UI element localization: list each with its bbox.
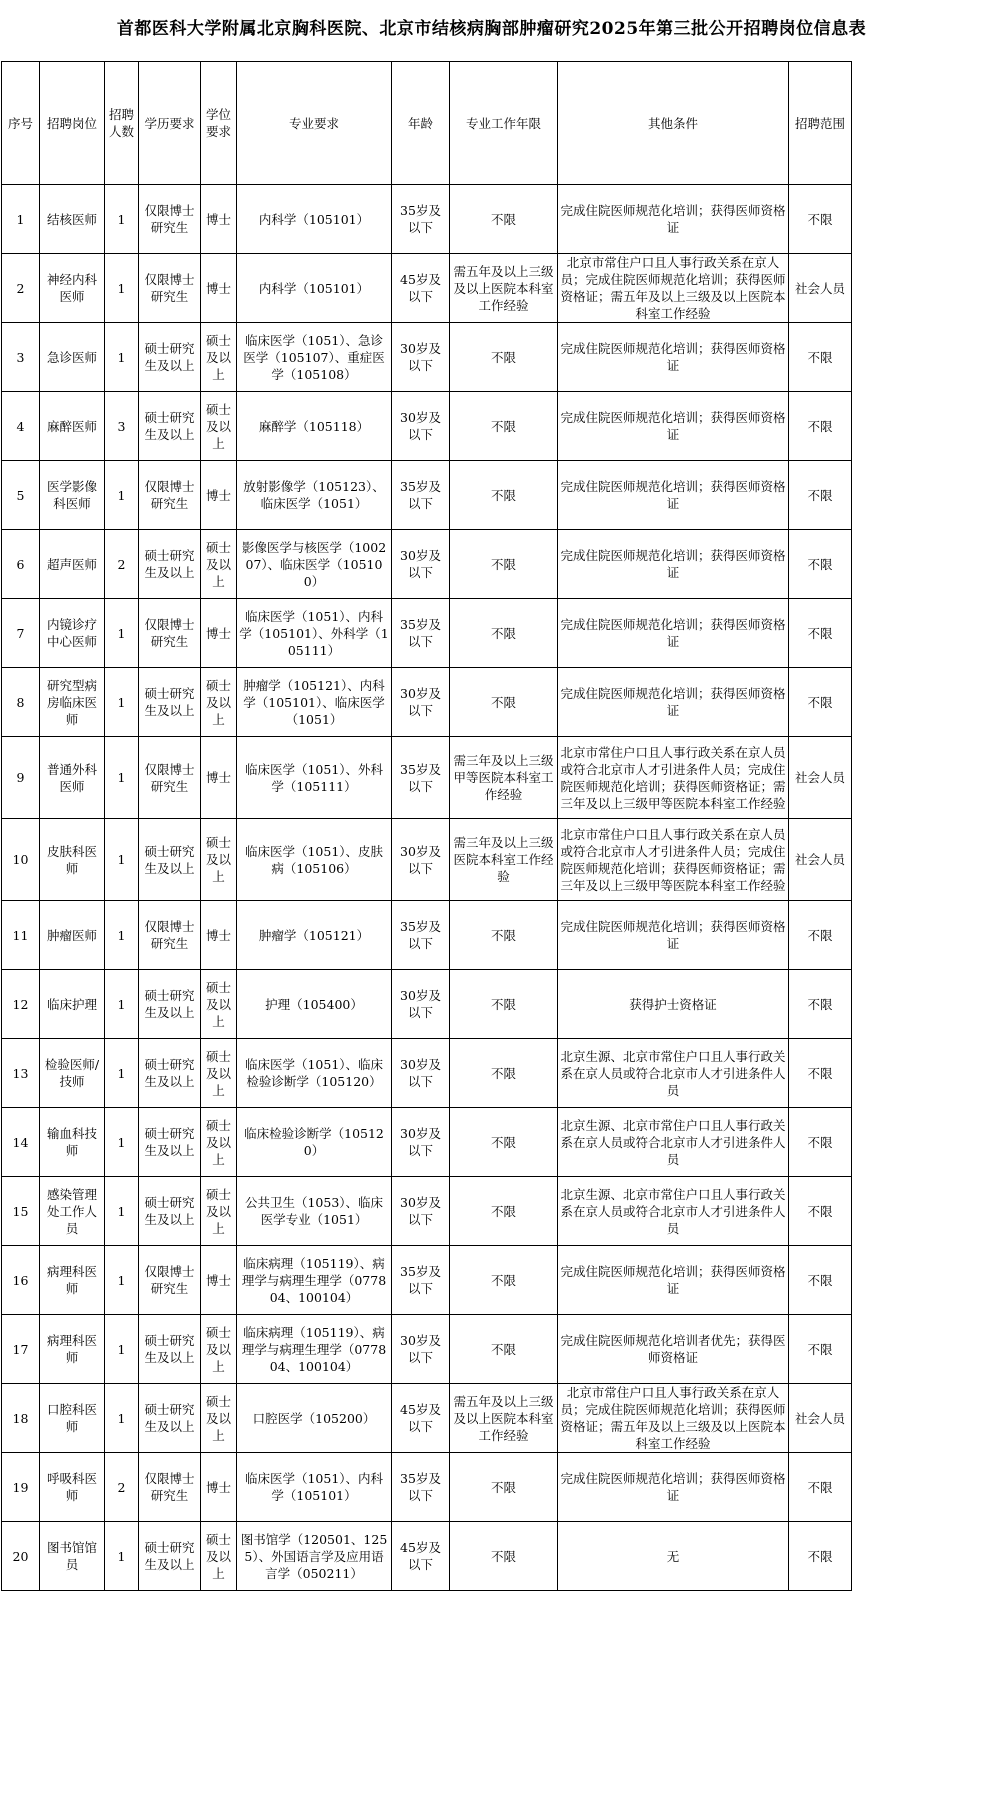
cell-index: 10 xyxy=(2,819,40,901)
table-row xyxy=(2,1315,852,1384)
cell-degree: 硕士及以上 xyxy=(201,1177,237,1246)
cell-experience: 不限 xyxy=(450,1177,558,1246)
cell-education: 硕士研究生及以上 xyxy=(139,668,201,737)
cell-index: 3 xyxy=(2,323,40,392)
cell-position: 口腔科医师 xyxy=(40,1384,105,1453)
cell-experience: 需三年及以上三级医院本科室工作经验 xyxy=(450,819,558,901)
cell-other-conditions: 北京市常住户口且人事行政关系在京人员或符合北京市人才引进条件人员；完成住院医师规范化培训；获得医师资格证；需三年及以上三级甲等医院本科室工作经验 xyxy=(558,819,789,901)
cell-education: 硕士研究生及以上 xyxy=(139,530,201,599)
cell-major: 麻醉学（105118） xyxy=(237,392,392,461)
table-row xyxy=(2,530,852,599)
table-row xyxy=(2,737,852,819)
cell-headcount: 1 xyxy=(105,668,139,737)
cell-degree: 博士 xyxy=(201,599,237,668)
cell-age: 35岁及以下 xyxy=(392,1453,450,1522)
cell-scope: 不限 xyxy=(789,1108,852,1177)
cell-degree: 博士 xyxy=(201,901,237,970)
cell-degree: 硕士及以上 xyxy=(201,530,237,599)
cell-headcount: 1 xyxy=(105,1039,139,1108)
cell-position: 呼吸科医师 xyxy=(40,1453,105,1522)
cell-education: 硕士研究生及以上 xyxy=(139,819,201,901)
cell-major: 临床病理（105119）、病理学与病理生理学（077804、100104） xyxy=(237,1315,392,1384)
cell-major: 临床医学（1051）、内科学（105101）、外科学（105111） xyxy=(237,599,392,668)
cell-age: 35岁及以下 xyxy=(392,901,450,970)
cell-other-conditions: 北京生源、北京市常住户口且人事行政关系在京人员或符合北京市人才引进条件人员 xyxy=(558,1108,789,1177)
cell-age: 30岁及以下 xyxy=(392,1177,450,1246)
cell-major: 临床医学（1051）、内科学（105101） xyxy=(237,1453,392,1522)
cell-other-conditions: 完成住院医师规范化培训者优先；获得医师资格证 xyxy=(558,1315,789,1384)
table-row xyxy=(2,392,852,461)
cell-major: 公共卫生（1053）、临床医学专业（1051） xyxy=(237,1177,392,1246)
header-headcount: 招聘人数 xyxy=(105,62,139,185)
cell-other-conditions: 完成住院医师规范化培训；获得医师资格证 xyxy=(558,323,789,392)
cell-index: 2 xyxy=(2,254,40,323)
cell-index: 8 xyxy=(2,668,40,737)
cell-index: 14 xyxy=(2,1108,40,1177)
recruitment-table xyxy=(1,61,852,1591)
cell-other-conditions: 完成住院医师规范化培训；获得医师资格证 xyxy=(558,392,789,461)
cell-index: 1 xyxy=(2,185,40,254)
cell-age: 30岁及以下 xyxy=(392,1315,450,1384)
cell-other-conditions: 完成住院医师规范化培训；获得医师资格证 xyxy=(558,530,789,599)
cell-education: 仅限博士研究生 xyxy=(139,1453,201,1522)
cell-age: 30岁及以下 xyxy=(392,1108,450,1177)
cell-other-conditions: 北京生源、北京市常住户口且人事行政关系在京人员或符合北京市人才引进条件人员 xyxy=(558,1039,789,1108)
table-row xyxy=(2,1522,852,1591)
cell-degree: 硕士及以上 xyxy=(201,1315,237,1384)
cell-experience: 不限 xyxy=(450,1039,558,1108)
cell-other-conditions: 完成住院医师规范化培训；获得医师资格证 xyxy=(558,461,789,530)
cell-other-conditions: 北京市常住户口且人事行政关系在京人员或符合北京市人才引进条件人员；完成住院医师规范化培训；获得医师资格证；需三年及以上三级甲等医院本科室工作经验 xyxy=(558,737,789,819)
cell-position: 超声医师 xyxy=(40,530,105,599)
cell-position: 结核医师 xyxy=(40,185,105,254)
cell-scope: 不限 xyxy=(789,323,852,392)
cell-index: 11 xyxy=(2,901,40,970)
cell-headcount: 1 xyxy=(105,323,139,392)
cell-age: 30岁及以下 xyxy=(392,819,450,901)
cell-headcount: 1 xyxy=(105,1315,139,1384)
cell-position: 普通外科医师 xyxy=(40,737,105,819)
cell-scope: 不限 xyxy=(789,530,852,599)
cell-education: 硕士研究生及以上 xyxy=(139,970,201,1039)
cell-education: 仅限博士研究生 xyxy=(139,185,201,254)
header-index: 序号 xyxy=(2,62,40,185)
cell-position: 输血科技师 xyxy=(40,1108,105,1177)
cell-experience: 需五年及以上三级及以上医院本科室工作经验 xyxy=(450,254,558,323)
cell-experience: 不限 xyxy=(450,185,558,254)
cell-position: 临床护理 xyxy=(40,970,105,1039)
cell-experience: 不限 xyxy=(450,530,558,599)
cell-scope: 不限 xyxy=(789,1177,852,1246)
cell-index: 7 xyxy=(2,599,40,668)
cell-other-conditions: 北京生源、北京市常住户口且人事行政关系在京人员或符合北京市人才引进条件人员 xyxy=(558,1177,789,1246)
cell-education: 仅限博士研究生 xyxy=(139,599,201,668)
table-row xyxy=(2,901,852,970)
cell-index: 9 xyxy=(2,737,40,819)
cell-major: 影像医学与核医学（100207）、临床医学（105100） xyxy=(237,530,392,599)
cell-scope: 不限 xyxy=(789,599,852,668)
table-row xyxy=(2,1177,852,1246)
cell-position: 检验医师/技师 xyxy=(40,1039,105,1108)
cell-degree: 博士 xyxy=(201,1246,237,1315)
table-body xyxy=(2,185,852,1591)
header-experience: 专业工作年限 xyxy=(450,62,558,185)
cell-degree: 博士 xyxy=(201,254,237,323)
page-title: 首都医科大学附属北京胸科医院、北京市结核病胸部肿瘤研究2025年第三批公开招聘岗位信息表 xyxy=(116,19,867,39)
cell-experience: 不限 xyxy=(450,323,558,392)
cell-experience: 不限 xyxy=(450,668,558,737)
cell-position: 医学影像科医师 xyxy=(40,461,105,530)
cell-education: 硕士研究生及以上 xyxy=(139,1384,201,1453)
cell-major: 护理（105400） xyxy=(237,970,392,1039)
cell-education: 硕士研究生及以上 xyxy=(139,1177,201,1246)
cell-experience: 需三年及以上三级甲等医院本科室工作经验 xyxy=(450,737,558,819)
cell-degree: 硕士及以上 xyxy=(201,392,237,461)
cell-degree: 博士 xyxy=(201,1453,237,1522)
cell-education: 硕士研究生及以上 xyxy=(139,392,201,461)
cell-age: 45岁及以下 xyxy=(392,1384,450,1453)
cell-major: 内科学（105101） xyxy=(237,185,392,254)
cell-scope: 不限 xyxy=(789,392,852,461)
cell-scope: 不限 xyxy=(789,1453,852,1522)
table-row xyxy=(2,185,852,254)
cell-position: 肿瘤医师 xyxy=(40,901,105,970)
cell-scope: 社会人员 xyxy=(789,254,852,323)
cell-index: 4 xyxy=(2,392,40,461)
cell-index: 12 xyxy=(2,970,40,1039)
cell-position: 神经内科医师 xyxy=(40,254,105,323)
cell-education: 硕士研究生及以上 xyxy=(139,1522,201,1591)
cell-other-conditions: 获得护士资格证 xyxy=(558,970,789,1039)
cell-major: 肿瘤学（105121）、内科学（105101）、临床医学（1051） xyxy=(237,668,392,737)
cell-experience: 不限 xyxy=(450,599,558,668)
cell-degree: 硕士及以上 xyxy=(201,970,237,1039)
cell-degree: 硕士及以上 xyxy=(201,1522,237,1591)
table-row xyxy=(2,599,852,668)
cell-education: 硕士研究生及以上 xyxy=(139,323,201,392)
table-row xyxy=(2,1246,852,1315)
cell-degree: 硕士及以上 xyxy=(201,1039,237,1108)
cell-experience: 不限 xyxy=(450,970,558,1039)
cell-major: 临床检验诊断学（105120） xyxy=(237,1108,392,1177)
cell-age: 30岁及以下 xyxy=(392,392,450,461)
table-row xyxy=(2,254,852,323)
cell-scope: 不限 xyxy=(789,461,852,530)
cell-index: 6 xyxy=(2,530,40,599)
cell-major: 内科学（105101） xyxy=(237,254,392,323)
cell-education: 硕士研究生及以上 xyxy=(139,1315,201,1384)
cell-index: 18 xyxy=(2,1384,40,1453)
cell-headcount: 1 xyxy=(105,599,139,668)
cell-age: 35岁及以下 xyxy=(392,599,450,668)
header-age: 年龄 xyxy=(392,62,450,185)
cell-headcount: 1 xyxy=(105,461,139,530)
cell-scope: 不限 xyxy=(789,970,852,1039)
cell-education: 仅限博士研究生 xyxy=(139,901,201,970)
cell-position: 图书馆馆员 xyxy=(40,1522,105,1591)
cell-experience: 不限 xyxy=(450,461,558,530)
cell-headcount: 1 xyxy=(105,1108,139,1177)
table-row xyxy=(2,323,852,392)
cell-education: 仅限博士研究生 xyxy=(139,461,201,530)
cell-scope: 不限 xyxy=(789,1039,852,1108)
cell-index: 19 xyxy=(2,1453,40,1522)
cell-headcount: 1 xyxy=(105,1177,139,1246)
cell-major: 临床病理（105119）、病理学与病理生理学（077804、100104） xyxy=(237,1246,392,1315)
cell-index: 13 xyxy=(2,1039,40,1108)
cell-experience: 不限 xyxy=(450,1246,558,1315)
cell-degree: 博士 xyxy=(201,461,237,530)
cell-degree: 硕士及以上 xyxy=(201,668,237,737)
header-scope: 招聘范围 xyxy=(789,62,852,185)
cell-scope: 不限 xyxy=(789,1246,852,1315)
cell-major: 图书馆学（120501、1255）、外国语言学及应用语言学（050211） xyxy=(237,1522,392,1591)
cell-other-conditions: 北京市常住户口且人事行政关系在京人员；完成住院医师规范化培训；获得医师资格证；需五年及以上三级及以上医院本科室工作经验 xyxy=(558,1384,789,1453)
cell-degree: 博士 xyxy=(201,737,237,819)
cell-headcount: 1 xyxy=(105,185,139,254)
cell-other-conditions: 北京市常住户口且人事行政关系在京人员；完成住院医师规范化培训；获得医师资格证；需五年及以上三级及以上医院本科室工作经验 xyxy=(558,254,789,323)
cell-position: 皮肤科医师 xyxy=(40,819,105,901)
cell-position: 内镜诊疗中心医师 xyxy=(40,599,105,668)
table-row xyxy=(2,1039,852,1108)
cell-experience: 需五年及以上三级及以上医院本科室工作经验 xyxy=(450,1384,558,1453)
cell-index: 15 xyxy=(2,1177,40,1246)
cell-degree: 博士 xyxy=(201,185,237,254)
cell-other-conditions: 完成住院医师规范化培训；获得医师资格证 xyxy=(558,668,789,737)
cell-position: 病理科医师 xyxy=(40,1246,105,1315)
cell-headcount: 2 xyxy=(105,1453,139,1522)
cell-other-conditions: 完成住院医师规范化培训；获得医师资格证 xyxy=(558,185,789,254)
cell-headcount: 1 xyxy=(105,1522,139,1591)
cell-other-conditions: 完成住院医师规范化培训；获得医师资格证 xyxy=(558,901,789,970)
cell-headcount: 3 xyxy=(105,392,139,461)
cell-major: 放射影像学（105123）、临床医学（1051） xyxy=(237,461,392,530)
cell-headcount: 1 xyxy=(105,901,139,970)
table-row xyxy=(2,1108,852,1177)
cell-headcount: 1 xyxy=(105,970,139,1039)
header-major: 专业要求 xyxy=(237,62,392,185)
cell-other-conditions: 无 xyxy=(558,1522,789,1591)
cell-age: 30岁及以下 xyxy=(392,530,450,599)
cell-scope: 社会人员 xyxy=(789,737,852,819)
cell-experience: 不限 xyxy=(450,392,558,461)
cell-headcount: 1 xyxy=(105,254,139,323)
cell-scope: 不限 xyxy=(789,668,852,737)
table-row xyxy=(2,819,852,901)
cell-headcount: 1 xyxy=(105,1246,139,1315)
table-row xyxy=(2,970,852,1039)
cell-age: 45岁及以下 xyxy=(392,254,450,323)
cell-headcount: 2 xyxy=(105,530,139,599)
cell-degree: 硕士及以上 xyxy=(201,1384,237,1453)
cell-major: 临床医学（1051）、外科学（105111） xyxy=(237,737,392,819)
header-degree: 学位要求 xyxy=(201,62,237,185)
cell-scope: 不限 xyxy=(789,901,852,970)
cell-scope: 社会人员 xyxy=(789,1384,852,1453)
cell-degree: 硕士及以上 xyxy=(201,1108,237,1177)
cell-headcount: 1 xyxy=(105,737,139,819)
cell-education: 仅限博士研究生 xyxy=(139,737,201,819)
cell-other-conditions: 完成住院医师规范化培训；获得医师资格证 xyxy=(558,599,789,668)
cell-major: 口腔医学（105200） xyxy=(237,1384,392,1453)
cell-age: 30岁及以下 xyxy=(392,970,450,1039)
cell-position: 病理科医师 xyxy=(40,1315,105,1384)
table-row xyxy=(2,461,852,530)
header-position: 招聘岗位 xyxy=(40,62,105,185)
cell-age: 30岁及以下 xyxy=(392,1039,450,1108)
cell-position: 麻醉医师 xyxy=(40,392,105,461)
cell-index: 20 xyxy=(2,1522,40,1591)
cell-age: 35岁及以下 xyxy=(392,1246,450,1315)
cell-degree: 硕士及以上 xyxy=(201,819,237,901)
cell-age: 30岁及以下 xyxy=(392,668,450,737)
cell-position: 研究型病房临床医师 xyxy=(40,668,105,737)
table-row xyxy=(2,668,852,737)
cell-education: 仅限博士研究生 xyxy=(139,254,201,323)
cell-major: 临床医学（1051）、急诊医学（105107）、重症医学（105108） xyxy=(237,323,392,392)
cell-other-conditions: 完成住院医师规范化培训；获得医师资格证 xyxy=(558,1453,789,1522)
cell-scope: 不限 xyxy=(789,1522,852,1591)
cell-age: 35岁及以下 xyxy=(392,185,450,254)
cell-headcount: 1 xyxy=(105,1384,139,1453)
table-row xyxy=(2,1384,852,1453)
cell-scope: 社会人员 xyxy=(789,819,852,901)
table-header-row xyxy=(2,62,852,185)
header-education: 学历要求 xyxy=(139,62,201,185)
cell-education: 硕士研究生及以上 xyxy=(139,1108,201,1177)
cell-major: 肿瘤学（105121） xyxy=(237,901,392,970)
cell-index: 17 xyxy=(2,1315,40,1384)
cell-age: 45岁及以下 xyxy=(392,1522,450,1591)
cell-other-conditions: 完成住院医师规范化培训；获得医师资格证 xyxy=(558,1246,789,1315)
cell-headcount: 1 xyxy=(105,819,139,901)
cell-index: 5 xyxy=(2,461,40,530)
cell-degree: 硕士及以上 xyxy=(201,323,237,392)
cell-age: 35岁及以下 xyxy=(392,461,450,530)
cell-age: 35岁及以下 xyxy=(392,737,450,819)
cell-experience: 不限 xyxy=(450,1522,558,1591)
cell-age: 30岁及以下 xyxy=(392,323,450,392)
cell-index: 16 xyxy=(2,1246,40,1315)
table-row xyxy=(2,1453,852,1522)
cell-experience: 不限 xyxy=(450,1108,558,1177)
cell-scope: 不限 xyxy=(789,1315,852,1384)
cell-experience: 不限 xyxy=(450,901,558,970)
header-other-conditions: 其他条件 xyxy=(558,62,789,185)
cell-major: 临床医学（1051）、皮肤病（105106） xyxy=(237,819,392,901)
cell-position: 急诊医师 xyxy=(40,323,105,392)
cell-major: 临床医学（1051）、临床检验诊断学（105120） xyxy=(237,1039,392,1108)
cell-experience: 不限 xyxy=(450,1315,558,1384)
cell-experience: 不限 xyxy=(450,1453,558,1522)
cell-education: 仅限博士研究生 xyxy=(139,1246,201,1315)
cell-education: 硕士研究生及以上 xyxy=(139,1039,201,1108)
cell-position: 感染管理处工作人员 xyxy=(40,1177,105,1246)
cell-scope: 不限 xyxy=(789,185,852,254)
